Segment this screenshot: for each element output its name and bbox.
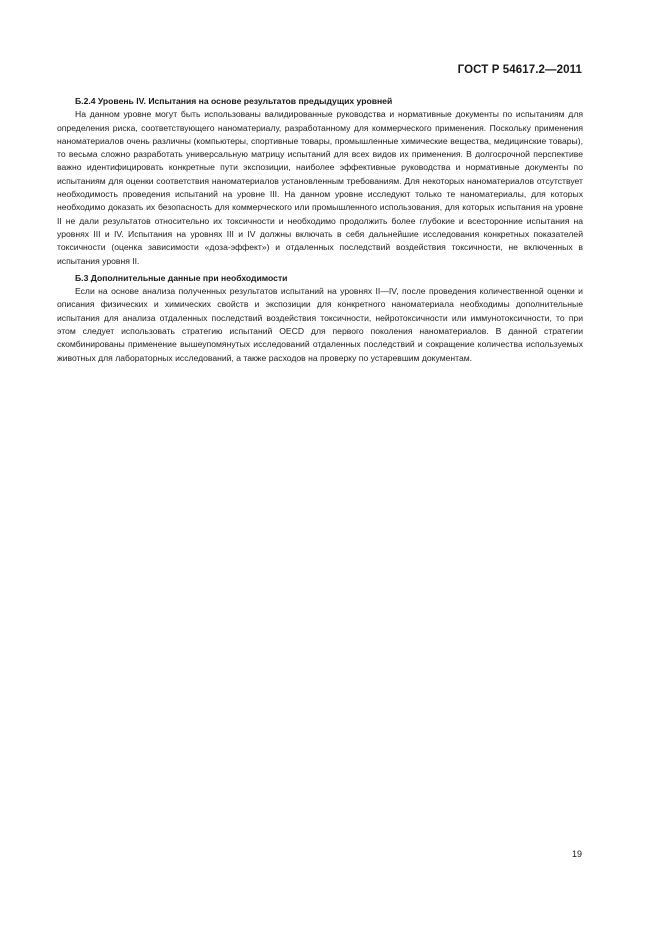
document-body — [57, 95, 583, 365]
section-paragraph-b24: На данном уровне могут быть использованы валидированные руководства и нормативные документы по испытаниям для определения риска, соответствующего наноматериалу, разработанному для коммерческого применения. Поскольку применения наноматериалов очень различны (компьютеры, спортивные товары, промышленные химические вещества, медицинские товары), то весьма сложно разработать универсальную матрицу испытаний для всех видов их применения. В долгосрочной перспективе важно идентифицировать конкретные пути экспозиции, наиболее эффективные руководства и нормативные документы по испытаниям для оценки соответствия наноматериалов установленным требованиям. Для некоторых наноматериалов отсутствует необходимость проведения испытаний на уровне III. На данном уровне исследуют только те наноматериалы, для которых необходимо доказать их безопасность для коммерческого или промышленного использования, для которых испытания на уровне II не дали результатов относительно их токсичности и необходимо продолжить более глубокие и всесторонние испытания на уровнях III и IV. Испытания на уровнях III и IV должны включать в себя дальнейшие исследования конкретных показателей токсичности (оценка зависимости «доза-эффект») и отдаленных последствий воздействия токсичности, не включенных в испытания уровня II. — [57, 109, 583, 266]
section-heading-b24: Б.2.4 Уровень IV. Испытания на основе результатов предыдущих уровней — [75, 96, 393, 106]
page-number: 19 — [571, 849, 582, 859]
standard-id-header: ГОСТ Р 54617.2—2011 — [457, 64, 582, 76]
section-paragraph-b3: Если на основе анализа полученных результатов испытаний на уровнях II—IV, после проведения количественной оценки и описания физических и химических свойств и экспозиции для конкретного наноматериала необходимы дополнительные испытания для анализа отдаленных последствий воздействия токсичности, нейротоксичности или иммунотоксичности, то при этом следует использовать стратегию испытаний OECD для первого поколения наноматериалов. В данной стратегии скомбинированы применение вышеупомянутых исследований отдаленных последствий и сокращение количества используемых животных для лабораторных исследований, а также расходов на проверку по устаревшим документам. — [57, 286, 583, 363]
section-heading-b3: Б.3 Дополнительные данные при необходимости — [75, 272, 288, 283]
